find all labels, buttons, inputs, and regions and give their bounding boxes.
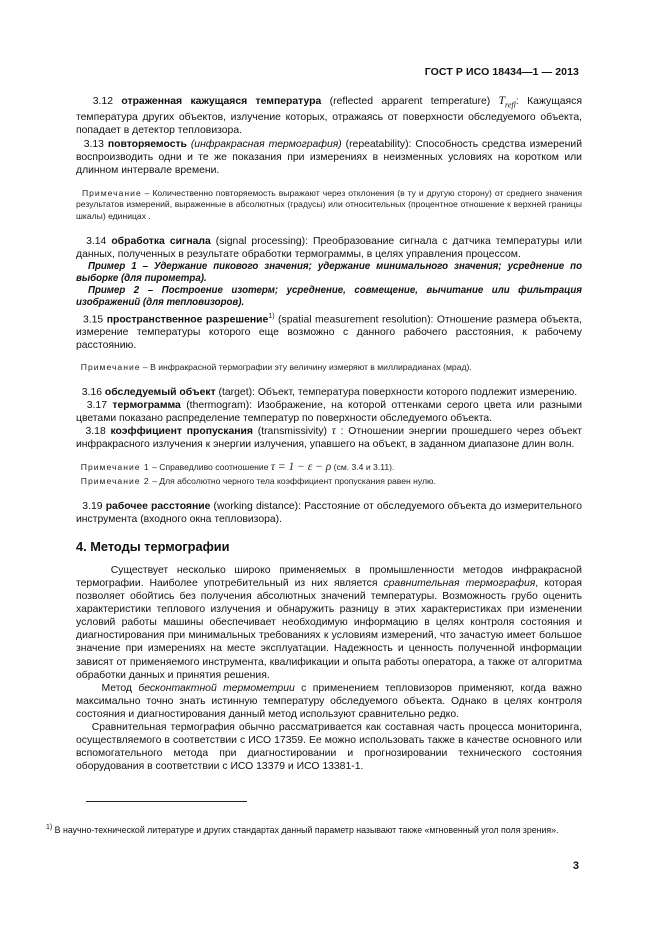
paragraph: Сравнительная термография обычно рассматривается как составная часть процесса мониторинга, осуществляемого в соответствии с ИСО 17359. Ее можно использовать также в качестве основного или вспомогательного метода при диагностировании и прогнозировании технического состояния оборудования в соответствии с ИСО 13379 и ИСО 13381-1. [76,722,582,773]
document-header: ГОСТ Р ИСО 18434—1 — 2013 [424,66,579,78]
definition-3-16: 3.16 обследуемый объект (target): Объект, температура поверхности которого подлежит измерению. [81,386,578,398]
note: Примечание – В инфракрасной термографии эту величину измеряют в миллирадианах (мрад). [80,362,472,373]
example-1: Пример 1 – Удержание пикового значения; удержание минимального значения; усреднение по выборке (для пирометра). [76,260,582,285]
definition-3-15: 3.15 пространственное разрешение$^{1)}$ (spatial measurement resolution): Отношение размера объекта, измерение температуры которого еще возможно с данного рабочего расстояния, к рабочему расстоянию. [76,312,582,352]
definition-3-12: 3.12 отраженная кажущаяся температура (reflected apparent temperature) $T_{refl}$: Кажущаяся температура других объектов, излучение которых, отражаясь от поверхности обследуемого объекта, попадает в детектор тепловизора. [76,95,582,137]
definition-3-19: 3.19 рабочее расстояние (working distance): Расстояние от обследуемого объекта до измерительного инструмента (входного окна тепловизора). [76,500,582,525]
symbol: $T_{refl}$ [498,95,516,110]
note: Примечание – Количественно повторяемость выражают через отклонения (в ту и другую сторону) от среднего значения результатов измерений, выраженные в абсолютных (градусы) или относительных (процентное отношение к верхней границы шкалы) единицах . [76,187,583,222]
document-body [76,95,582,773]
section-heading: 4. Методы термографии [76,538,230,554]
footnote-ref: 1) [268,312,275,320]
term-title: отраженная кажущаяся температура [121,96,322,107]
note: Примечание 2 – Для абсолютно черного тела коэффициент пропускания равен нулю. [80,476,436,487]
definition-3-18: 3.18 коэффициент пропускания (transmissivity) τ : Отношении энергии прошедшего через объект инфракрасного излучения к энергии излучения, упавшего на объект, в заданном диапазоне длин волн. [76,425,582,451]
definition-3-13: 3.13 повторяемость (инфракрасная термография) (repeatability): Способность средства измерений воспроизводить одни и те же показания при измерениях в неизменных условиях на коротком или длинном интервале времени. [76,138,582,176]
footnote: $^{1)}$ В научно-технической литературе и других стандартах данный параметр называют также «мгновенный угол поля зрения». [46,824,559,835]
paragraph: Существует несколько широко применяемых в промышленности методов инфракрасной термографии. Наиболее употребительный из них является сравнительная термография, которая позволяет обойтись без получения абсолютных значений температуры. Возможность грубо оценить характеристики теплового излучения и обнаружить разницу в этих характеристиках при изменении условий работы машины обеспечивает необходимую информацию в целях контроля состояния и диагностирования при минимальных требованиях к условиям измерений, что зачастую имеет большое значение при измерениях на месте эксплуатации. Надежность и ценность полученной информации зависят от применяемого инструмента, квалификации и опыта работы оператора, а также от алгоритма обработки данных и принятия решения. [76,564,583,681]
example-2: Пример 2 – Построение изотерм; усреднение, совмещение, вычитание или фильтрация изображений (для тепловизоров). [76,285,582,309]
footnote-separator [86,801,247,802]
definition-3-14: 3.14 обработка сигнала (signal processing): Преобразование сигнала с датчика температуры или данных, полученных в результате обработки термограммы, в целях управления процессом. [76,235,582,260]
page-number: 3 [572,860,579,872]
paragraph: Метод бесконтактной термометрии с применением тепловизоров применяют, когда важно максимально точно знать истинную температуру обследуемого объекта. Однако в целях контроля состояния и диагностирования данный метод используют сравнительно редко. [76,682,582,720]
formula: τ = 1 − ε − ρ [270,461,332,474]
term-title: повторяемость [107,138,187,150]
definition-3-17: 3.17 термограмма (thermogram): Изображение, на которой оттенками серого цвета или разными цветами показано распределение температур по поверхности обследуемого объекта. [76,400,583,425]
note: Примечание 1 – Справедливо соотношение τ = 1 − ε − ρ (см. 3.4 и 3.11). [80,461,395,474]
